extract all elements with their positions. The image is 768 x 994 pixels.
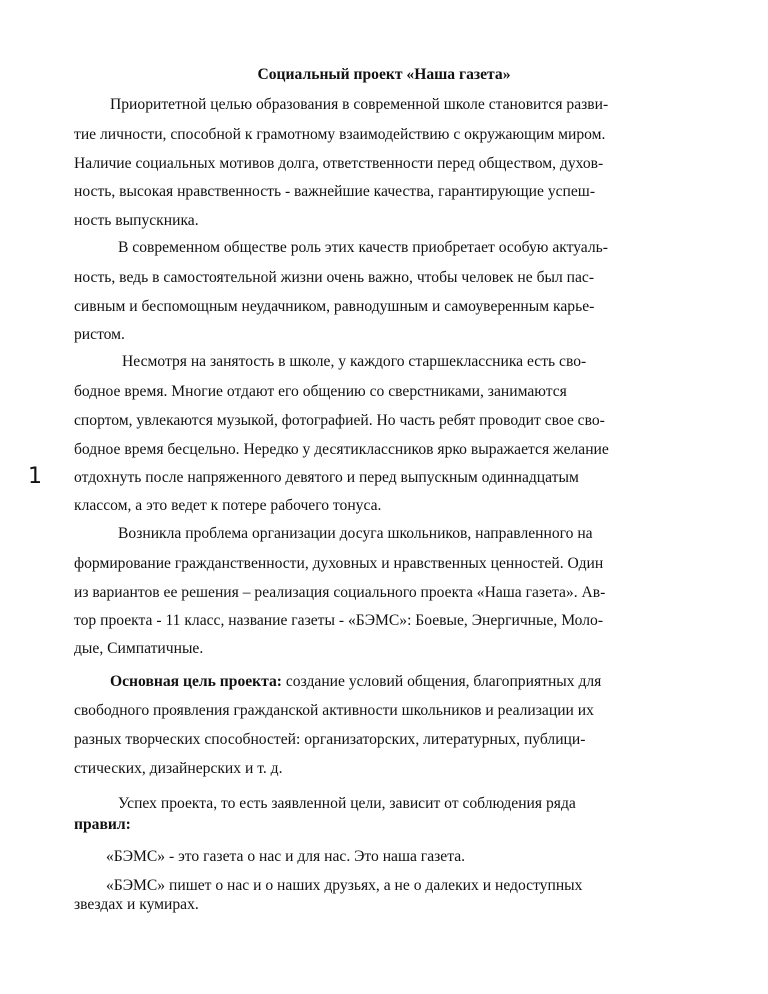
text-line: стических, дизайнерских и т. д. bbox=[74, 760, 283, 777]
text-line: спортом, увлекаются музыкой, фотографией. Но часть ребят проводит свое сво- bbox=[74, 412, 605, 429]
text-line: разных творческих способностей: организаторских, литературных, публици- bbox=[74, 731, 586, 748]
text-line: ность, высокая нравственность - важнейшие качества, гарантирующие успеш- bbox=[74, 183, 596, 200]
text-line bbox=[110, 673, 601, 691]
text-line: Наличие социальных мотивов долга, ответственности перед обществом, духов- bbox=[74, 155, 604, 172]
text-line: сивным и беспомощным неудачником, равнодушным и самоуверенным карье- bbox=[74, 298, 595, 315]
text-line: бодное время. Многие отдают его общению со сверстниками, занимаются bbox=[74, 383, 567, 400]
page-title: Социальный проект «Наша газета» bbox=[257, 66, 511, 83]
text-line: ность, ведь в самостоятельной жизни очень важно, чтобы человек не был пас- bbox=[74, 269, 595, 286]
text-line: тие личности, способной к грамотному взаимодействию с окружающим миром. bbox=[74, 126, 606, 143]
text-line: звездах и кумирах. bbox=[74, 896, 199, 913]
text-line: Возникла проблема организации досуга школьников, направленного на bbox=[118, 525, 593, 542]
text-line: тор проекта - 11 класс, название газеты - «БЭМС»: Боевые, Энергичные, Моло- bbox=[74, 612, 604, 629]
rules-bold-word: правил: bbox=[74, 816, 131, 833]
goal-label: Основная цель проекта: bbox=[110, 673, 282, 690]
text-line: ность выпускника. bbox=[74, 212, 199, 229]
text-line: дые, Симпатичные. bbox=[74, 640, 204, 657]
page-number: 1 bbox=[28, 464, 42, 489]
text-line: Приоритетной целью образования в современной школе становится разви- bbox=[110, 96, 609, 113]
text-line: бодное время бесцельно. Нередко у десятиклассников ярко выражается желание bbox=[74, 441, 609, 458]
goal-text: создание условий общения, благоприятных для bbox=[281, 673, 602, 690]
text-line: ристом. bbox=[74, 326, 125, 343]
text-line: из вариантов ее решения – реализация социального проекта «Наша газета». Ав- bbox=[74, 584, 606, 601]
text-line: формирование гражданственности, духовных и нравственных ценностей. Один bbox=[74, 555, 604, 572]
text-line: «БЭМС» пишет о нас и о наших друзьях, а не о далеких и недоступных bbox=[106, 877, 583, 894]
text-line: классом, а это ведет к потере рабочего тонуса. bbox=[74, 497, 382, 514]
rule-1: «БЭМС» - это газета о нас и для нас. Это наша газета. bbox=[106, 848, 466, 865]
text-line: свободного проявления гражданской активности школьников и реализации их bbox=[74, 702, 594, 719]
text-line: отдохнуть после напряженного девятого и перед выпускным одиннадцатым bbox=[74, 469, 579, 486]
text-line: Успех проекта, то есть заявленной цели, зависит от соблюдения ряда bbox=[118, 795, 576, 812]
text-line: В современном обществе роль этих качеств приобретает особую актуаль- bbox=[118, 239, 608, 256]
text-line: Несмотря на занятость в школе, у каждого старшеклассника есть сво- bbox=[122, 353, 587, 370]
